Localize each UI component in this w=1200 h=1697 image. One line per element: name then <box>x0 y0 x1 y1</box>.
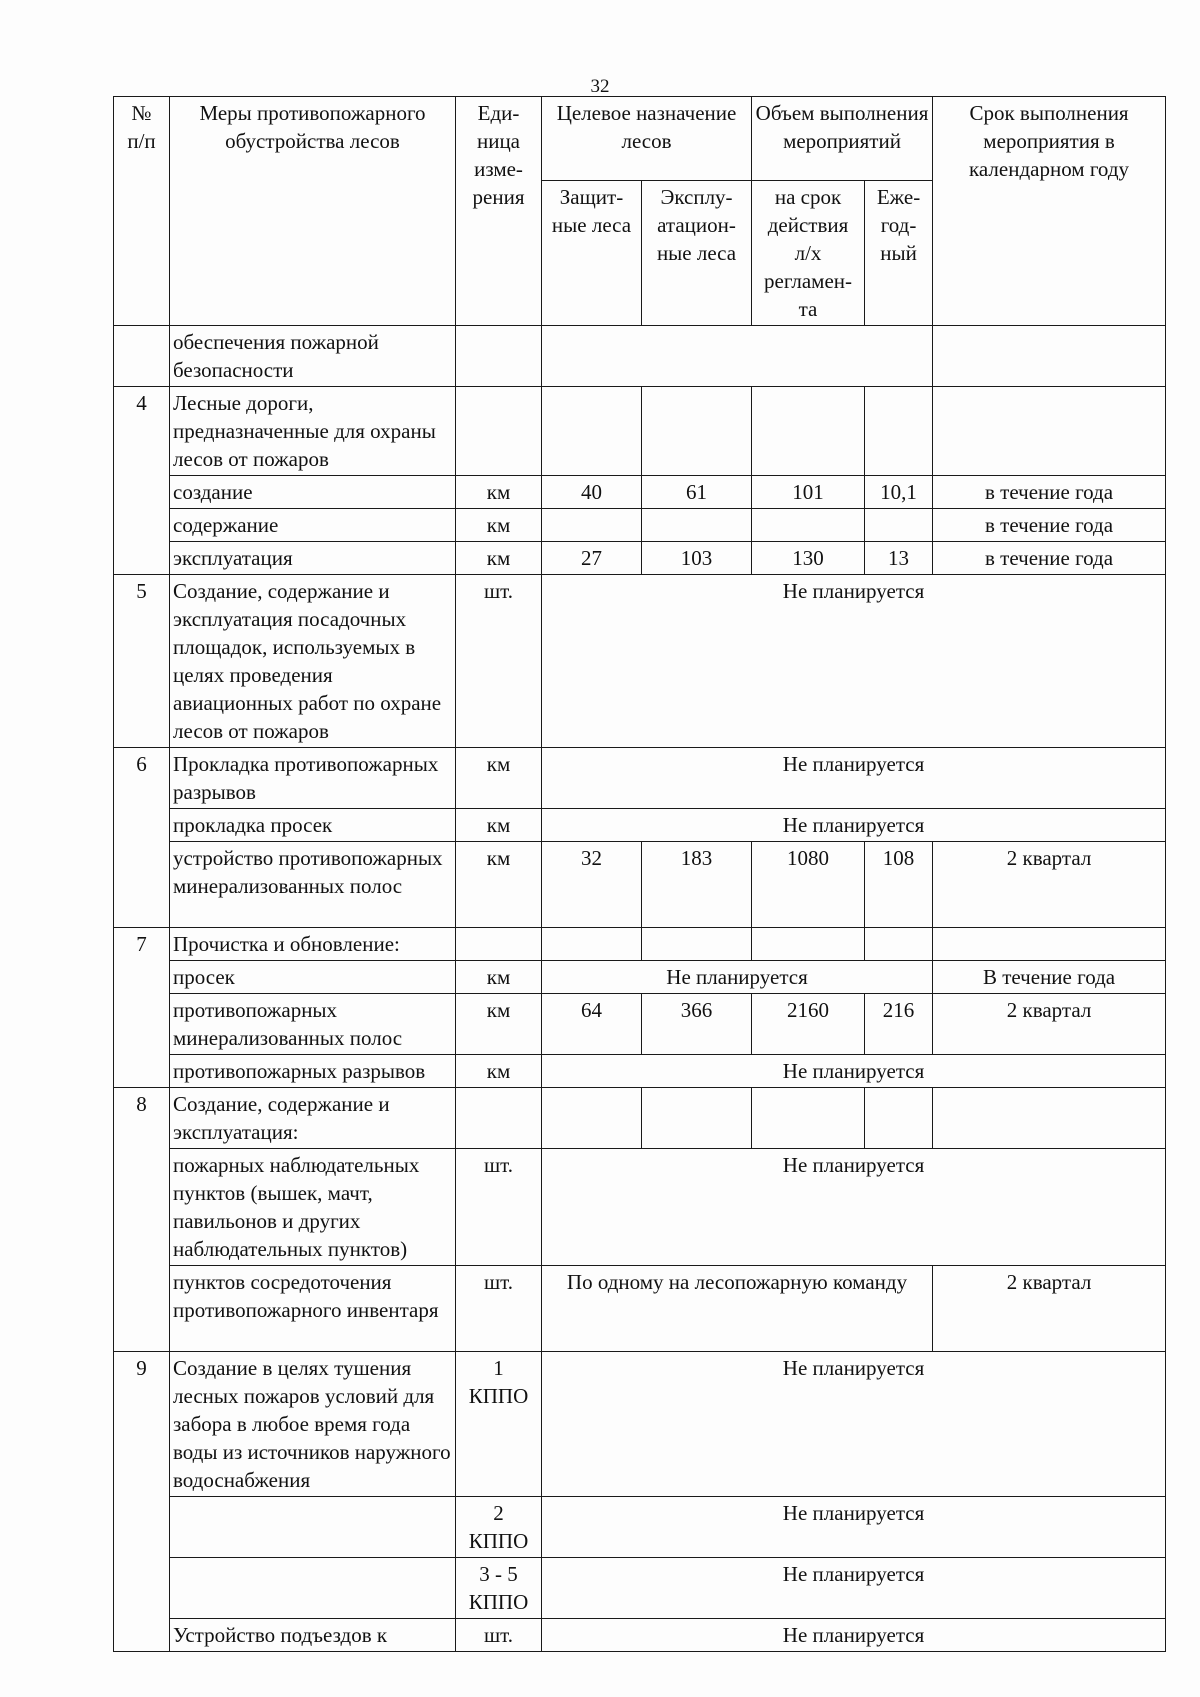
unit-cell: км <box>456 961 542 994</box>
row-number: 8 <box>114 1088 170 1352</box>
deadline-cell: в течение года <box>933 542 1166 575</box>
measure-cell: создание <box>170 476 456 509</box>
header-annual: Еже- год- ный <box>865 181 933 326</box>
deadline-cell: В течение года <box>933 961 1166 994</box>
deadline-cell: в течение года <box>933 476 1166 509</box>
deadline-cell: 2 квартал <box>933 1266 1166 1352</box>
header-volume: Объем выполнения мероприятий <box>752 97 933 181</box>
unit-cell: км <box>456 748 542 809</box>
row-number: 5 <box>114 575 170 748</box>
table-row <box>114 1558 1166 1619</box>
plan-status: Не планируется <box>542 575 1166 748</box>
measure-cell: Создание, содержание и эксплуатация посадочных площадок, используемых в целях проведения авиационных работ по охране лесов от пожаров <box>170 575 456 748</box>
table-row <box>114 1266 1166 1352</box>
table-row <box>114 961 1166 994</box>
unit-cell: шт. <box>456 575 542 748</box>
table-row <box>114 809 1166 842</box>
annual-value: 108 <box>865 842 933 928</box>
unit-cell: 2 КППО <box>456 1497 542 1558</box>
total-value: 1080 <box>752 842 865 928</box>
table-row <box>114 1149 1166 1266</box>
table-row <box>114 326 1166 387</box>
plan-status: Не планируется <box>542 961 933 994</box>
header-protective: Защит- ные леса <box>542 181 642 326</box>
unit-cell: км <box>456 1055 542 1088</box>
row-number: 9 <box>114 1352 170 1652</box>
protective-value: 40 <box>542 476 642 509</box>
unit-cell: км <box>456 476 542 509</box>
deadline-cell: в течение года <box>933 509 1166 542</box>
measure-cell: прокладка просек <box>170 809 456 842</box>
table-row <box>114 1055 1166 1088</box>
table-row <box>114 575 1166 748</box>
protective-value: 32 <box>542 842 642 928</box>
table-row <box>114 748 1166 809</box>
annual-value: 10,1 <box>865 476 933 509</box>
header-measures: Меры противопожарного обустройства лесов <box>170 97 456 326</box>
header-exploitation: Эксплу- атацион- ные леса <box>642 181 752 326</box>
unit-cell: шт. <box>456 1619 542 1652</box>
row-number: 7 <box>114 928 170 1088</box>
table-row <box>114 476 1166 509</box>
table-row <box>114 1619 1166 1652</box>
exploitation-value: 103 <box>642 542 752 575</box>
measure-cell: противопожарных разрывов <box>170 1055 456 1088</box>
table-row <box>114 842 1166 928</box>
measure-cell: Прочистка и обновление: <box>170 928 456 961</box>
table-row <box>114 542 1166 575</box>
measure-cell: пожарных наблюдательных пунктов (вышек, мачт, павильонов и других наблюдательных пунктов) <box>170 1149 456 1266</box>
total-value: 130 <box>752 542 865 575</box>
exploitation-value: 183 <box>642 842 752 928</box>
measure-cell: пунктов сосредоточения противопожарного инвентаря <box>170 1266 456 1352</box>
header-deadline: Срок выполнения мероприятия в календарном году <box>933 97 1166 326</box>
measure-cell: эксплуатация <box>170 542 456 575</box>
table-row <box>114 1497 1166 1558</box>
row-number: 6 <box>114 748 170 928</box>
plan-status: Не планируется <box>542 748 1166 809</box>
deadline-cell: 2 квартал <box>933 994 1166 1055</box>
unit-cell: 3 - 5 КППО <box>456 1558 542 1619</box>
plan-status: Не планируется <box>542 1149 1166 1266</box>
total-value: 101 <box>752 476 865 509</box>
unit-cell: км <box>456 994 542 1055</box>
unit-cell: км <box>456 542 542 575</box>
plan-status: Не планируется <box>542 809 1166 842</box>
total-value: 2160 <box>752 994 865 1055</box>
header-num: № п/п <box>114 97 170 326</box>
table-row <box>114 994 1166 1055</box>
unit-cell: км <box>456 509 542 542</box>
annual-value: 13 <box>865 542 933 575</box>
plan-status: По одному на лесопожарную команду <box>542 1266 933 1352</box>
header-term-total: на срок действия л/х регламен- та <box>752 181 865 326</box>
measure-cell: Лесные дороги, предназначенные для охраны лесов от пожаров <box>170 387 456 476</box>
deadline-cell: 2 квартал <box>933 842 1166 928</box>
plan-status: Не планируется <box>542 1055 1166 1088</box>
unit-cell: км <box>456 842 542 928</box>
protective-value: 27 <box>542 542 642 575</box>
plan-status: Не планируется <box>542 1619 1166 1652</box>
table-row <box>114 928 1166 961</box>
table-row <box>114 509 1166 542</box>
measure-cell: обеспечения пожарной безопасности <box>170 326 456 387</box>
plan-status: Не планируется <box>542 1497 1166 1558</box>
unit-cell: 1 КППО <box>456 1352 542 1497</box>
measure-cell: устройство противопожарных минерализованных полос <box>170 842 456 928</box>
unit-cell: шт. <box>456 1149 542 1266</box>
plan-status: Не планируется <box>542 1352 1166 1497</box>
unit-cell: шт. <box>456 1266 542 1352</box>
fire-safety-plan-table <box>113 96 1166 1652</box>
plan-status: Не планируется <box>542 1558 1166 1619</box>
unit-cell: км <box>456 809 542 842</box>
header-purpose: Целевое назначение лесов <box>542 97 752 181</box>
annual-value: 216 <box>865 994 933 1055</box>
measure-cell: Создание в целях тушения лесных пожаров условий для забора в любое время года воды из источников наружного водоснабжения <box>170 1352 456 1497</box>
measure-cell: Устройство подъездов к <box>170 1619 456 1652</box>
measure-cell: противопожарных минерализованных полос <box>170 994 456 1055</box>
measure-cell: просек <box>170 961 456 994</box>
measure-cell: Создание, содержание и эксплуатация: <box>170 1088 456 1149</box>
header-unit: Еди- ница изме- рения <box>456 97 542 326</box>
exploitation-value: 366 <box>642 994 752 1055</box>
protective-value: 64 <box>542 994 642 1055</box>
page-number: 32 <box>590 76 610 97</box>
exploitation-value: 61 <box>642 476 752 509</box>
measure-cell: Прокладка противопожарных разрывов <box>170 748 456 809</box>
table-row <box>114 387 1166 476</box>
table-row <box>114 1088 1166 1149</box>
row-number: 4 <box>114 387 170 575</box>
table-row <box>114 1352 1166 1497</box>
measure-cell: содержание <box>170 509 456 542</box>
